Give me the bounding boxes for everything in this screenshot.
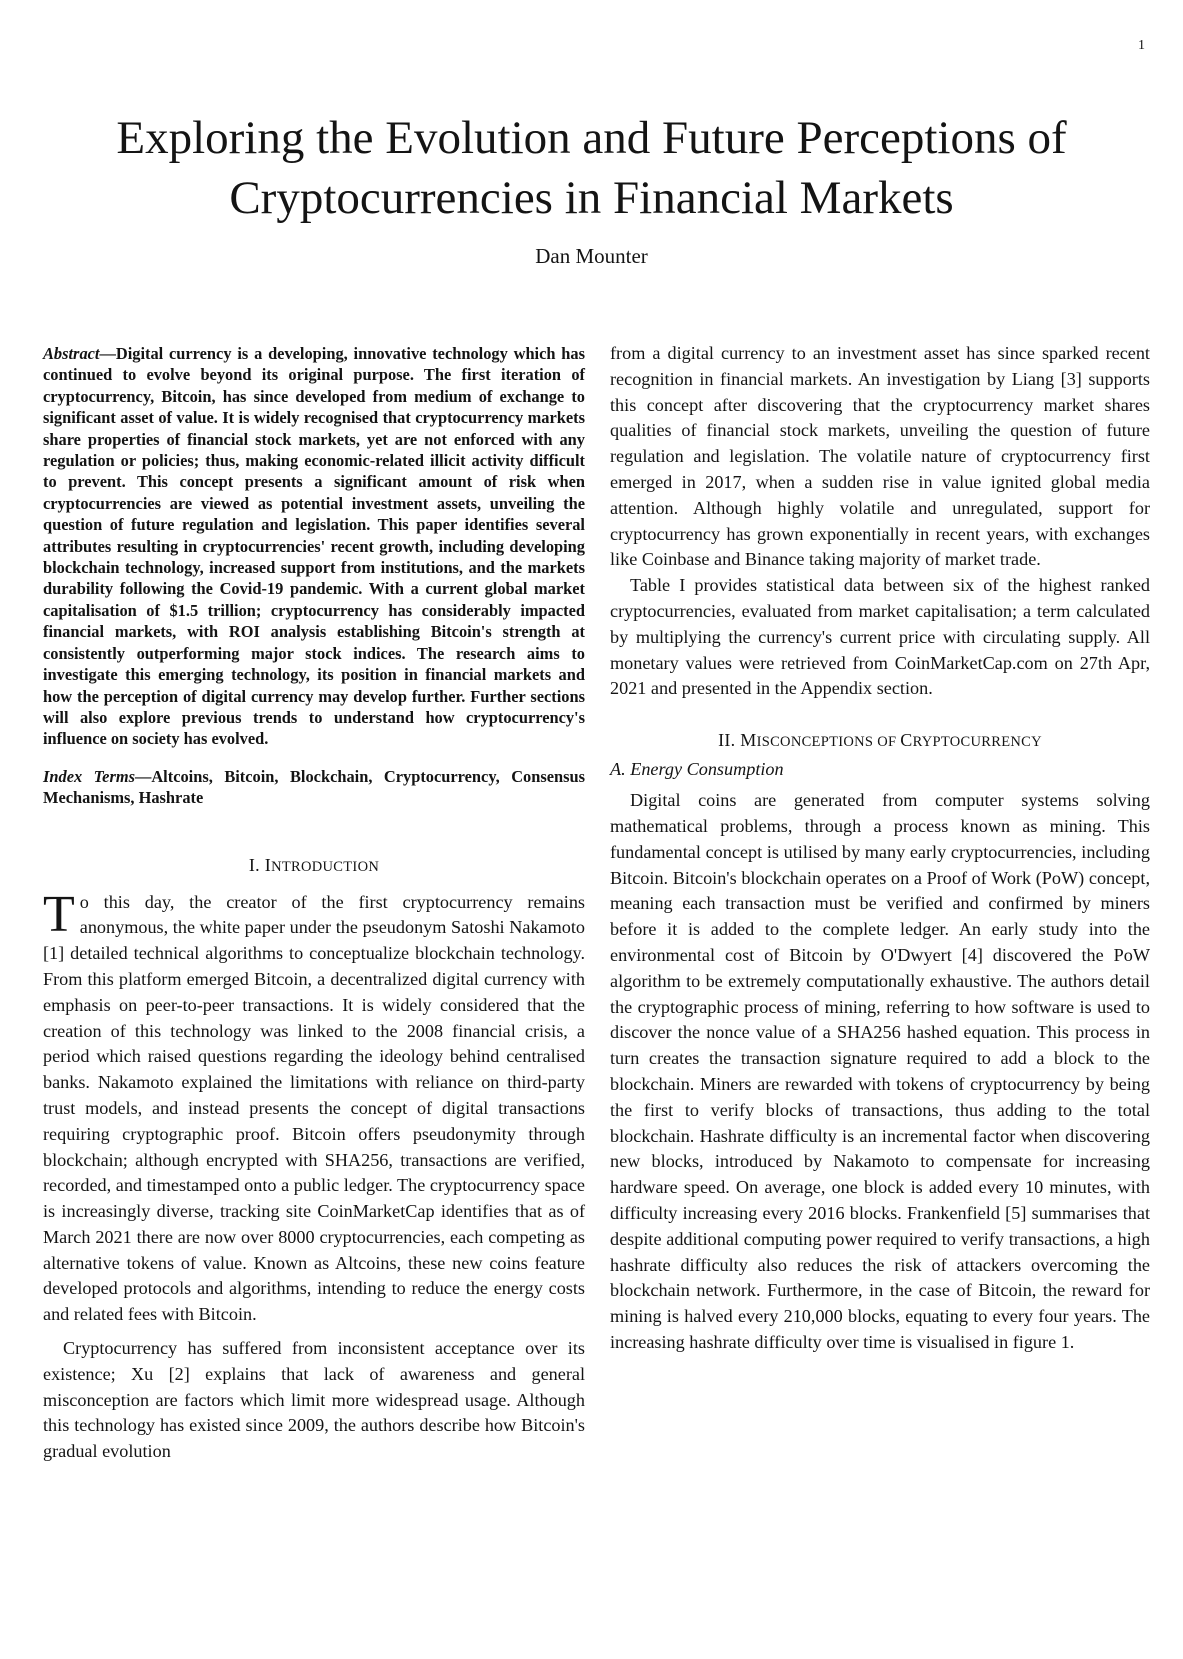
index-terms-text: —Altcoins, Bitcoin, Blockchain, Cryptocurrency, Consensus Mechanisms, Hashrate xyxy=(43,766,585,808)
right-paragraph-2: Table I provides statistical data between six of the highest ranked cryptocurrencies, evaluated from market capitalisation; a term calculated by multiplying the currency's current price with circulating supply. All monetary values were retrieved from CoinMarketCap.com on 27th Apr, 2021 and presented in the Appendix section. xyxy=(610,575,1150,699)
abstract xyxy=(43,343,585,750)
intro-paragraph-2: Cryptocurrency has suffered from inconsistent acceptance over its existence; Xu [2] explains that lack of awareness and general misconception are factors which limit more widespread usage. Although this technology has existed since 2009, the authors describe how Bitcoin's gradual evolution xyxy=(43,1338,585,1462)
intro-paragraph-1: To this day, the creator of the first cryptocurrency remains anonymous, the white paper under the pseudonym Satoshi Nakamoto [1] detailed technical algorithms to conceptualize blockchain technology. From this platform emerged Bitcoin, a decentralized digital currency with emphasis on peer-to-peer transactions. It is widely considered that the creation of this technology was linked to the 2008 financial crisis, a period which raised questions regarding the ideology behind centralised banks. Nakamoto explained the limitations with reliance on third-party trust models, and instead presents the concept of digital transactions requiring cryptographic proof. Bitcoin offers pseudonymity through blockchain; although encrypted with SHA256, transactions are verified, recorded, and timestamped onto a public ledger. The cryptocurrency space is increasingly diverse, tracking site CoinMarketCap identifies that as of March 2021 there are now over 8000 cryptocurrencies, each competing as alternative tokens of value. Known as Altcoins, these new coins feature developed protocols and algorithms, intending to reduce the energy costs and related fees with Bitcoin. xyxy=(43,885,585,1325)
subsection-heading-energy: A. Energy Consumption xyxy=(610,759,784,780)
section-heading-misconceptions: II. MISCONCEPTIONS OF CRYPTOCURRENCY xyxy=(718,730,1042,751)
drop-cap: T xyxy=(43,885,75,943)
paper-title: Exploring the Evolution and Future Perceptions of Cryptocurrencies in Financial Markets xyxy=(116,112,1067,224)
right-paragraph-1: from a digital currency to an investment asset has since sparked recent recognition in financial markets. An investigation by Liang [3] supports this concept after discovering that the cryptocurrency market shares qualities of financial stock markets, unveiling the question of future regulation and legislation. The volatile nature of cryptocurrency first emerged in 2017, when a sudden rise in value ignited global media attention. Although highly volatile and unregulated, support for cryptocurrency has grown exponentially in recent years, with exchanges like Coinbase and Binance taking majority of market trade. xyxy=(610,343,1150,570)
page-number: 1 xyxy=(1138,38,1145,53)
index-terms xyxy=(43,766,585,809)
index-terms-label: Index Terms xyxy=(43,766,135,786)
abstract-text: —Digital currency is a developing, innovative technology which has continued to evolve beyond its original purpose. The first iteration of cryptocurrency, Bitcoin, has since developed from medium of exchange to significant asset of value. It is widely recognised that cryptocurrency markets share properties of financial stock markets, yet are not enforced with any regulation or policies; thus, making economic-related illicit activity difficult to prevent. This concept presents a significant amount of risk when cryptocurrencies are viewed as potential investment assets, unveiling the question of future regulation and legislation. This paper identifies several attributes resulting in cryptocurrencies' recent growth, including developing blockchain technology, increased support from institutions, and the markets durability following the Covid-19 pandemic. With a current global market capitalisation of $1.5 trillion; cryptocurrency has considerably impacted financial markets, with ROI analysis establishing Bitcoin's strength at consistently outperforming major stock indices. The research aims to investigate this emerging technology, its position in financial markets and how the perception of digital currency may develop further. Further sections will also explore previous trends to understand how cryptocurrency's influence on society has evolved. xyxy=(43,344,585,749)
abstract-label: Abstract xyxy=(43,344,100,363)
section-heading-introduction: I. INTRODUCTION xyxy=(248,854,380,875)
left-column xyxy=(43,343,585,1465)
energy-paragraph: Digital coins are generated from computer systems solving mathematical problems, through a process known as mining. This fundamental concept is utilised by many early cryptocurrencies, including Bitcoin. Bitcoin's blockchain operates on a Proof of Work (PoW) concept, meaning each transaction must be verified and confirmed by miners before it is added to the complete ledger. An early study into the environmental cost of Bitcoin by O'Dwyert [4] discovered the PoW algorithm to be extremely computationally exhaustive. The authors detail the cryptographic process of mining, referring to how software is used to discover the nonce value of a SHA256 hashed equation. This process in turn creates the transaction signature required to add a block to the blockchain. Miners are rewarded with tokens of cryptocurrency by being the first to verify blocks of transactions, thus adding to the total blockchain. Hashrate difficulty is an incremental factor when discovering new blocks, introduced by Nakamoto to compensate for increasing hardware speed. On average, one block is added every 10 minutes, with difficulty increasing every 2016 blocks. Frankenfield [5] summarises that despite additional computing power required to verify transactions, a high hashrate difficulty also reduces the risk of attackers overcoming the blockchain network. Furthermore, in the case of Bitcoin, the reward for mining is halved every 210,000 blocks, equating to every four years. The increasing hashrate difficulty over time is visualised in figure 1. xyxy=(610,790,1150,1352)
right-column xyxy=(610,341,1150,1356)
author-name: Dan Mounter xyxy=(535,244,648,268)
